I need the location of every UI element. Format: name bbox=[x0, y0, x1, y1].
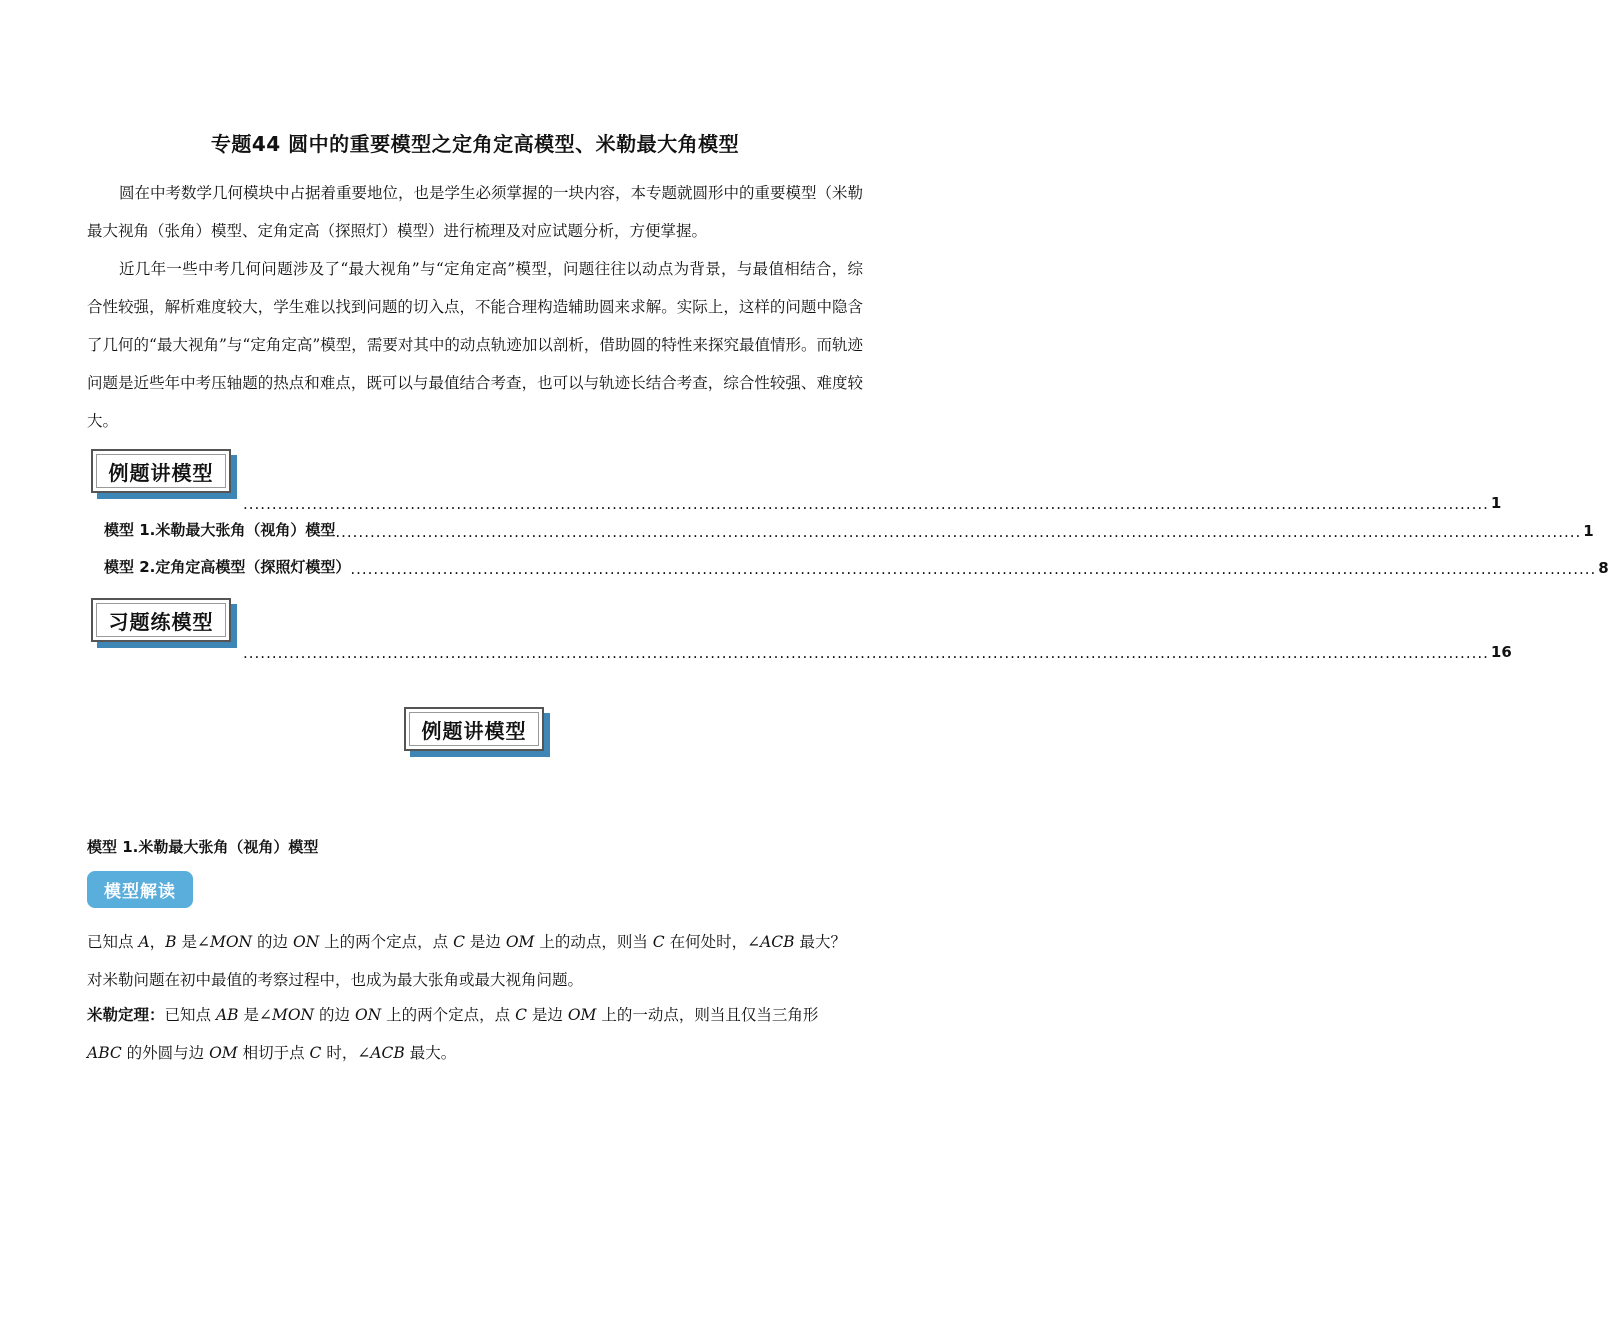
toc-page-number: 1 bbox=[1583, 522, 1594, 540]
section-badge-label: 例题讲模型 bbox=[421, 718, 527, 743]
toc-leader-dots: ........................................................................................................................................................................................................................ bbox=[243, 495, 1489, 513]
miller-theorem-line-2: ABC 的外圆与边 OM 相切于点 C 时，∠ACB 最大。 bbox=[87, 1044, 457, 1062]
miller-note: 对米勒问题在初中最值的考察过程中，也成为最大张角或最大视角问题。 bbox=[87, 971, 584, 989]
toc-page-number: 8 bbox=[1598, 559, 1609, 577]
toc-entry-model-2[interactable] bbox=[104, 556, 1609, 578]
toc-entry-label: 模型 1.米勒最大张角（视角）模型 bbox=[104, 521, 336, 539]
toc-leader-dots: ........................................................................................................................................................................................................................ bbox=[350, 560, 1597, 578]
toc-entry-label: 模型 2.定角定高模型（探照灯模型） bbox=[104, 558, 351, 576]
page-title: 专题44 圆中的重要模型之定角定高模型、米勒最大角模型 bbox=[210, 132, 740, 156]
toc-entry-examples[interactable] bbox=[243, 494, 1502, 513]
toc-entry-exercises[interactable] bbox=[243, 643, 1512, 662]
section-badge-examples bbox=[404, 707, 544, 751]
toc-badge-exercises-label: 习题练模型 bbox=[108, 609, 214, 634]
section-heading: 模型 1.米勒最大张角（视角）模型 bbox=[87, 838, 319, 856]
intro-paragraph-1: 圆在中考数学几何模块中占据着重要地位，也是学生必须掌握的一块内容，本专题就圆形中的重要模型（米勒最大视角（张角）模型、定角定高（探照灯）模型）进行梳理及对应试题分析，方便掌握。 bbox=[87, 184, 864, 240]
toc-page-number: 1 bbox=[1490, 494, 1502, 512]
toc-badge-exercises bbox=[91, 598, 231, 642]
toc-badge-examples-label: 例题讲模型 bbox=[108, 460, 214, 485]
toc-page-number: 16 bbox=[1490, 643, 1512, 661]
miller-theorem-line-1: 米勒定理：已知点 AB 是∠MON 的边 ON 上的两个定点，点 C 是边 OM 上的一动点，则当且仅当三角形 bbox=[87, 1006, 819, 1024]
model-interpretation-tag bbox=[87, 871, 193, 908]
model-interpretation-label: 模型解读 bbox=[104, 882, 176, 902]
problem-statement: 已知点 A，B 是∠MON 的边 ON 上的两个定点，点 C 是边 OM 上的动点，则当 C 在何处时，∠ACB 最大？ bbox=[87, 933, 846, 951]
intro-paragraph-2: 近几年一些中考几何问题涉及了“最大视角”与“定角定高”模型，问题往往以动点为背景，与最值相结合，综合性较强，解析难度较大，学生难以找到问题的切入点，不能合理构造辅助圆来求解。实际上，这样的问题中隐含了几何的“最大视角”与“定角定高”模型，需要对其中的动点轨迹加以剖析，借助圆的特性来探究最值情形。而轨迹问题是近些年中考压轴题的热点和难点，既可以与最值结合考查，也可以与轨迹长结合考查，综合性较强、难度较大。 bbox=[87, 260, 863, 430]
toc-leader-dots: ........................................................................................................................................................................................................................ bbox=[335, 523, 1582, 541]
toc-badge-examples bbox=[91, 449, 231, 493]
toc-leader-dots: ........................................................................................................................................................................................................................ bbox=[243, 644, 1489, 662]
toc-entry-model-1[interactable] bbox=[104, 519, 1594, 541]
